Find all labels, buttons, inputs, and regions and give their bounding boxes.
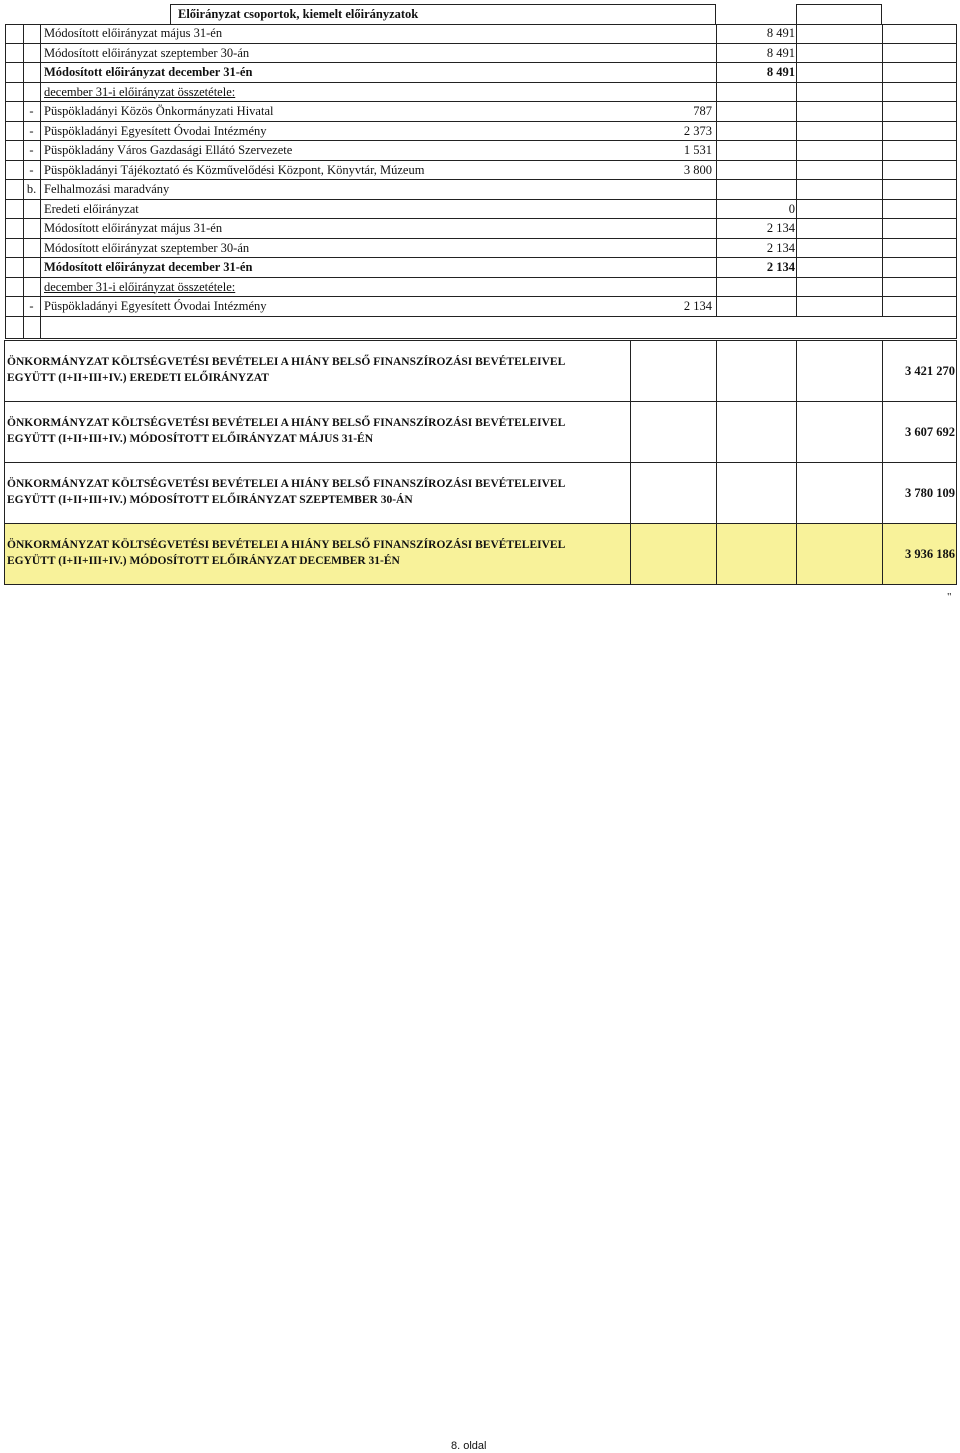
row-marker: - [29,299,34,313]
grid-line [956,44,957,64]
grid-line [882,200,883,220]
grid-line [5,83,6,103]
stray-mark: " [947,591,952,603]
grid-line [956,219,957,239]
grid-line [716,44,717,64]
grid-line [796,239,797,259]
grid-line [882,83,883,103]
grid-line [882,278,883,298]
grid-line [23,200,24,220]
grid-line [23,258,24,278]
grid-line [5,102,6,122]
page-number: 8. oldal [451,1440,487,1452]
grid-line [40,141,41,161]
grid-line [796,141,797,161]
grid-line [716,180,717,200]
row-label: Módosított előirányzat szeptember 30-án [44,45,250,60]
grid-line [40,102,41,122]
row-amount-institution: 2 373 [683,123,712,138]
grid-line [716,278,717,298]
grid-line [796,102,797,122]
grid-line [956,122,957,142]
grid-line [5,200,6,220]
grid-line [882,102,883,122]
grid-line [716,200,717,220]
row-label: Felhalmozási maradvány [44,182,170,196]
grid-line [716,401,717,462]
summary-label-line2: EGYÜTT (I+II+III+IV.) MÓDOSÍTOTT ELŐIRÁNYZAT MÁJUS 31-ÉN [7,433,374,445]
grid-line [630,462,631,523]
grid-line [716,161,717,181]
summary-label-line1: ÖNKORMÁNYZAT KÖLTSÉGVETÉSI BEVÉTELEI A HIÁNY BELSŐ FINANSZÍROZÁSI BEVÉTELEIVEL [7,417,566,429]
row-marker: - [29,104,34,118]
summary-label-line2: EGYÜTT (I+II+III+IV.) EREDETI ELŐIRÁNYZAT [7,372,269,384]
grid-line [882,180,883,200]
grid-line [796,340,797,401]
grid-line [5,180,6,200]
row-marker: - [29,162,34,177]
grid-line [23,317,24,339]
grid-line [796,83,797,103]
row-amount-total: 2 134 [766,221,795,235]
grid-line [882,44,883,64]
grid-line [630,523,631,584]
grid-line [40,200,41,220]
grid-line [882,462,883,523]
row-label: Módosított előirányzat szeptember 30-án [44,240,250,255]
grid-line [40,83,41,103]
grid-line [882,239,883,259]
row-amount-total: 2 134 [766,260,795,274]
grid-line [882,63,883,83]
summary-value: 3 780 109 [905,486,955,500]
grid-line [882,401,883,462]
summary-label-line2: EGYÜTT (I+II+III+IV.) MÓDOSÍTOTT ELŐIRÁNYZAT SZEPTEMBER 30-ÁN [7,494,413,506]
grid-line [796,161,797,181]
grid-line [40,161,41,181]
grid-line [5,122,6,142]
grid-line [40,278,41,298]
grid-line [5,278,6,298]
grid-line [796,401,797,462]
grid-line [956,239,957,259]
grid-line [5,141,6,161]
grid-line [40,63,41,83]
row-amount-institution: 3 800 [683,162,712,177]
grid-line [956,83,957,103]
grid-line [40,122,41,142]
grid-line [716,63,717,83]
grid-line [796,122,797,142]
row-amount-institution: 787 [693,104,712,118]
grid-line [716,102,717,122]
grid-line [716,239,717,259]
grid-line [23,219,24,239]
grid-line [716,258,717,278]
grid-line [40,317,41,339]
grid-line [796,219,797,239]
grid-line [716,523,717,584]
grid-line [882,340,883,401]
grid-line [796,63,797,83]
empty-row [5,317,957,339]
table-row [5,200,956,220]
grid-line [956,161,957,181]
grid-line [716,24,717,44]
grid-line [23,239,24,259]
grid-line [956,24,957,44]
row-label: Püspökladány Város Gazdasági Ellátó Szervezete [44,143,293,157]
row-label: Püspökladányi Közös Önkormányzati Hivatal [44,104,274,118]
header-right-cell [796,4,882,25]
row-amount-institution: 1 531 [683,143,712,157]
row-marker: b. [26,182,37,196]
summary-label-line2: EGYÜTT (I+II+III+IV.) MÓDOSÍTOTT ELŐIRÁNYZAT DECEMBER 31-ÉN [7,555,400,567]
grid-line [796,297,797,317]
row-amount-total: 8 491 [766,26,795,40]
row-label: Módosított előirányzat december 31-én [44,260,253,274]
row-marker: - [29,123,34,138]
grid-line [796,278,797,298]
grid-line [882,523,883,584]
grid-line [630,401,631,462]
grid-line [882,161,883,181]
grid-line [796,180,797,200]
summary-label-line1: ÖNKORMÁNYZAT KÖLTSÉGVETÉSI BEVÉTELEI A HIÁNY BELSŐ FINANSZÍROZÁSI BEVÉTELEIVEL [7,539,566,551]
row-marker: - [29,143,34,157]
grid-line [5,219,6,239]
grid-line [5,24,6,44]
grid-line [796,462,797,523]
grid-line [5,44,6,64]
grid-line [956,63,957,83]
grid-line [23,24,24,44]
grid-line [5,239,6,259]
row-label: Módosított előirányzat május 31-én [44,26,223,40]
grid-line [956,200,957,220]
row-label: Püspökladányi Tájékoztató és Közművelődési Központ, Könyvtár, Múzeum [44,162,425,177]
grid-line [882,297,883,317]
summary-value: 3 936 186 [905,547,955,561]
grid-line [716,297,717,317]
grid-line [716,83,717,103]
grid-line [956,258,957,278]
grid-line [23,44,24,64]
grid-line [956,141,957,161]
row-label: Módosított előirányzat május 31-én [44,221,223,235]
grid-line [40,297,41,317]
row-amount-institution: 2 134 [683,299,712,313]
grid-line [882,141,883,161]
grid-line [882,219,883,239]
row-label: Püspökladányi Egyesített Óvodai Intézmény [44,299,267,313]
grid-line [23,63,24,83]
grid-line [716,340,717,401]
grid-line [716,462,717,523]
row-label: december 31-i előirányzat összetétele: [44,279,236,294]
grid-line [40,180,41,200]
grid-line [23,83,24,103]
grid-line [882,258,883,278]
grid-line [5,258,6,278]
grid-line [796,200,797,220]
grid-line [40,239,41,259]
grid-line [956,297,957,317]
summary-value: 3 421 270 [905,364,955,378]
row-label: december 31-i előirányzat összetétele: [44,84,236,99]
grid-line [40,258,41,278]
grid-line [716,122,717,142]
grid-line [796,24,797,44]
grid-line [5,63,6,83]
summary-value: 3 607 692 [905,425,955,439]
grid-line [956,180,957,200]
summary-label-line1: ÖNKORMÁNYZAT KÖLTSÉGVETÉSI BEVÉTELEI A HIÁNY BELSŐ FINANSZÍROZÁSI BEVÉTELEIVEL [7,478,566,490]
grid-line [956,102,957,122]
grid-line [5,161,6,181]
grid-line [796,44,797,64]
grid-line [796,258,797,278]
grid-line [716,219,717,239]
grid-line [716,141,717,161]
grid-line [882,24,883,44]
grid-line [23,278,24,298]
summary-label-line1: ÖNKORMÁNYZAT KÖLTSÉGVETÉSI BEVÉTELEI A HIÁNY BELSŐ FINANSZÍROZÁSI BEVÉTELEIVEL [7,356,566,368]
grid-line [5,297,6,317]
page-title: Előirányzat csoportok, kiemelt előirányzatok [178,7,419,21]
grid-line [40,24,41,44]
row-label: Módosított előirányzat december 31-én [44,65,253,79]
grid-line [956,278,957,298]
grid-line [796,523,797,584]
grid-line [40,219,41,239]
grid-line [882,122,883,142]
row-amount-total: 2 134 [766,240,795,255]
row-amount-total: 8 491 [766,45,795,60]
grid-line [40,44,41,64]
row-amount-total: 0 [788,201,795,216]
row-amount-total: 8 491 [766,65,795,79]
row-label: Eredeti előirányzat [44,201,139,216]
row-label: Püspökladányi Egyesített Óvodai Intézmény [44,123,267,138]
grid-line [630,340,631,401]
